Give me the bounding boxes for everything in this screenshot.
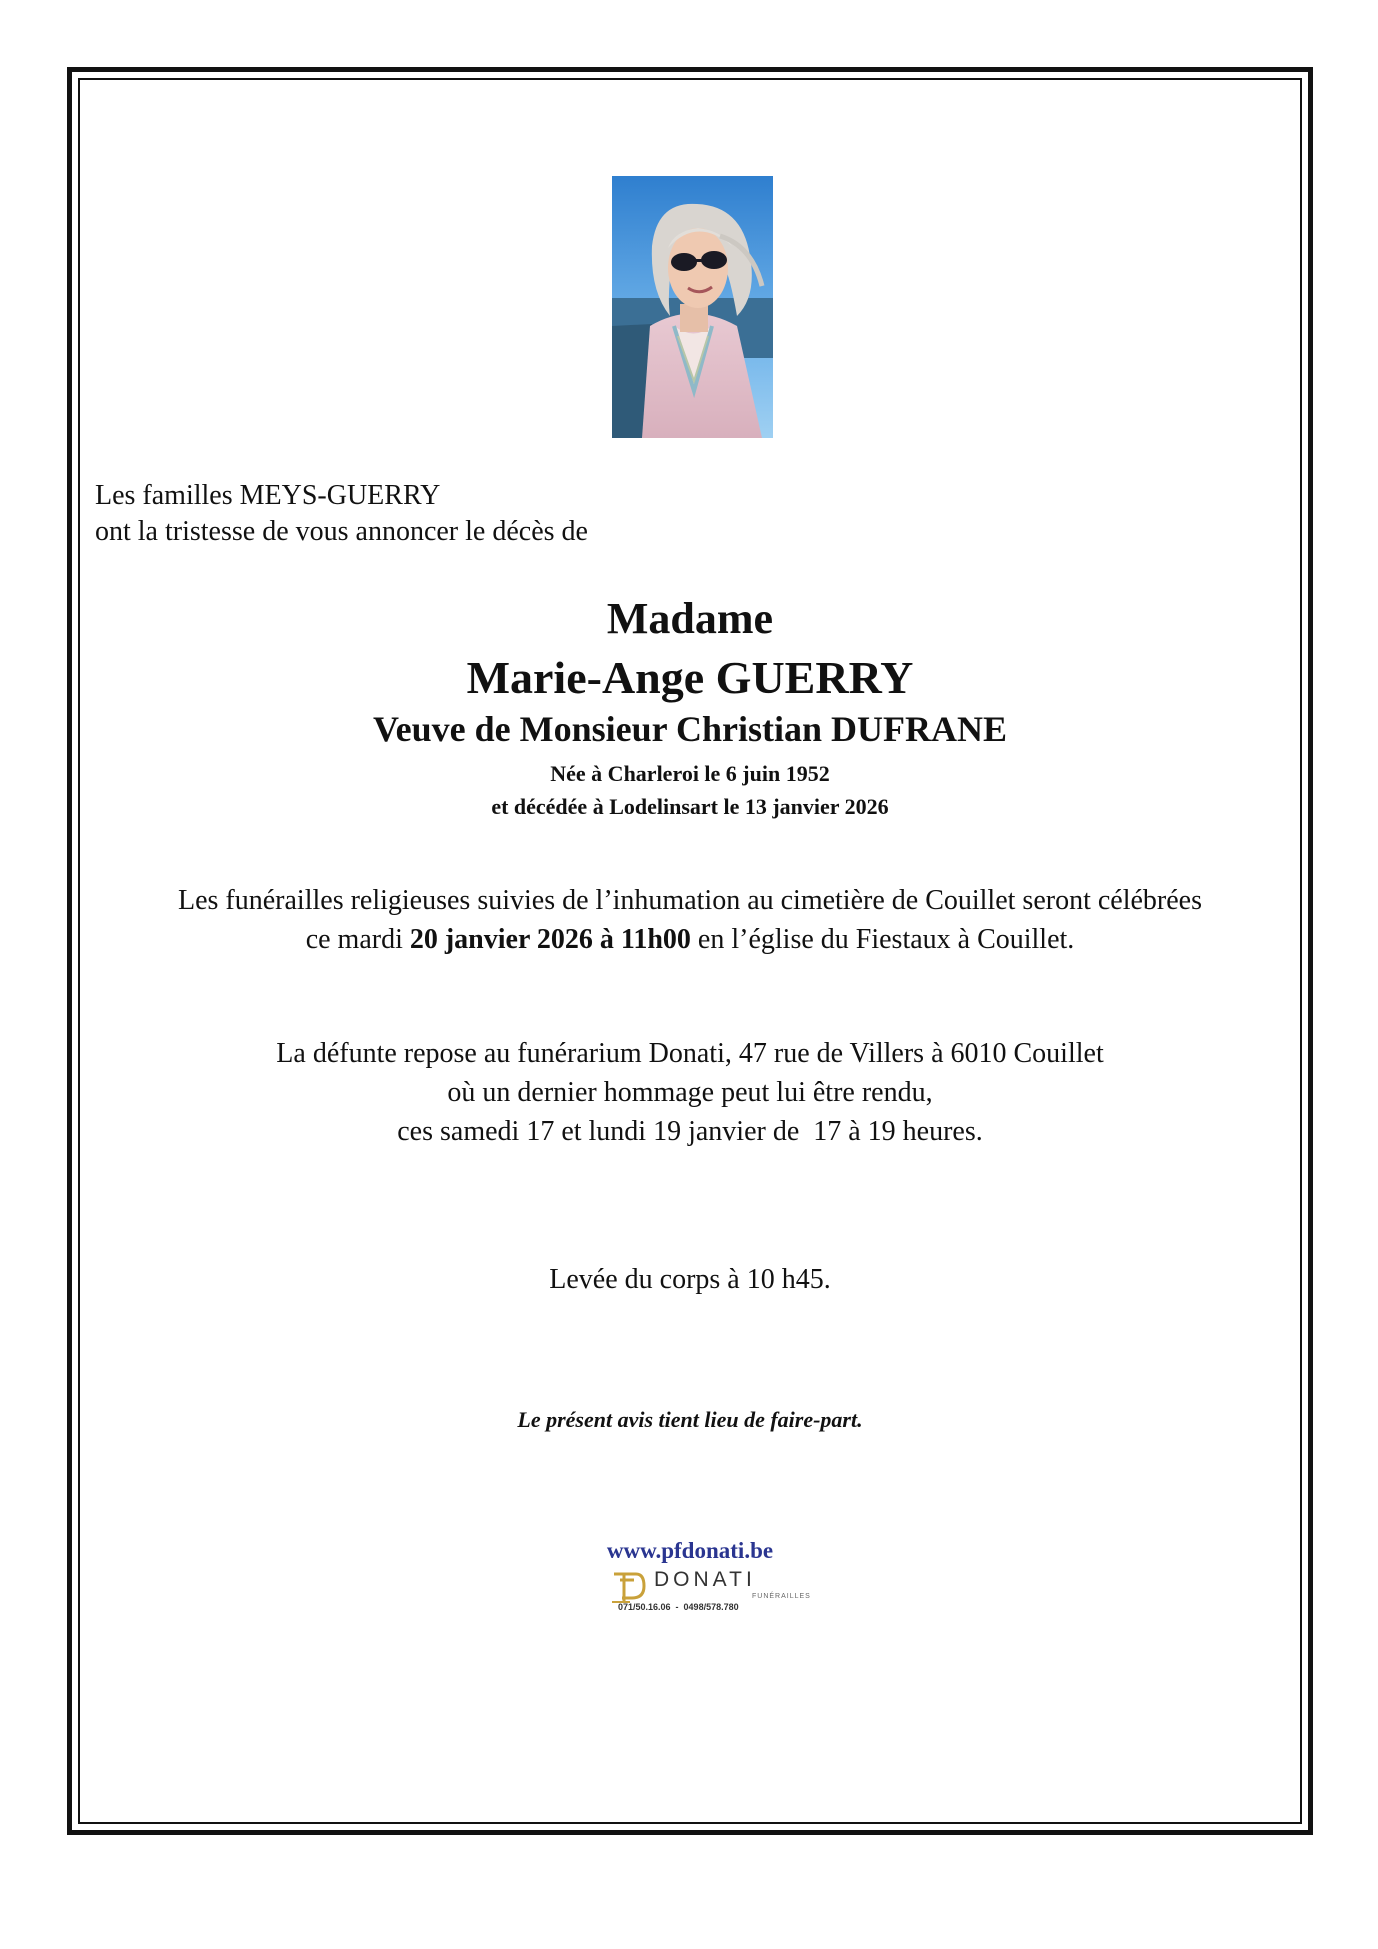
repose-line-2: où un dernier hommage peut lui être rendu,	[447, 1077, 933, 1108]
repose-line-3: ces samedi 17 et lundi 19 janvier de 17 à 19 heures.	[397, 1116, 983, 1147]
donati-logo-mark-icon	[610, 1568, 646, 1604]
death-line: et décédée à Lodelinsart le 13 janvier 2026	[491, 794, 889, 819]
funeral-details	[90, 881, 1290, 959]
donati-brand-name: DONATI	[654, 1568, 756, 1591]
funeral-line-1: Les funérailles religieuses suivies de l’inhumation au cimetière de Couillet seront célébrées	[178, 885, 1202, 916]
funeral-location: en l’église du Fiestaux à Couillet.	[697, 924, 1075, 955]
deceased-name: Marie-Ange GUERRY	[466, 652, 914, 703]
intro-announcement: ont la tristesse de vous annoncer le décès de	[95, 516, 588, 547]
funeral-line-2	[90, 920, 1290, 959]
deceased-title: Madame	[606, 594, 774, 643]
deceased-widow-of: Veuve de Monsieur Christian DUFRANE	[372, 709, 1008, 749]
funeral-date-time: 20 janvier 2026 à 11h00	[409, 924, 691, 955]
donati-logo	[600, 1566, 811, 1616]
levee-du-corps: Levée du corps à 10 h45.	[549, 1264, 831, 1295]
deceased-dates	[90, 757, 1290, 823]
donati-phones: 071/50.16.06 - 0498/578.780	[618, 1602, 739, 1612]
intro-text	[95, 478, 588, 550]
repose-line-1: La défunte repose au funérarium Donati, 47 rue de Villers à 6010 Couillet	[276, 1038, 1104, 1069]
donati-brand-sub: FUNÉRAILLES	[752, 1593, 811, 1600]
repose-details	[90, 1034, 1290, 1151]
portrait-photo	[612, 176, 773, 438]
funeral-day: ce mardi	[305, 924, 403, 955]
birth-line: Née à Charleroi le 6 juin 1952	[550, 761, 830, 786]
website-link[interactable]: www.pfdonati.be	[606, 1538, 774, 1563]
faire-part-notice: Le présent avis tient lieu de faire-part.	[517, 1407, 863, 1432]
intro-families: Les familles MEYS-GUERRY	[95, 480, 441, 511]
